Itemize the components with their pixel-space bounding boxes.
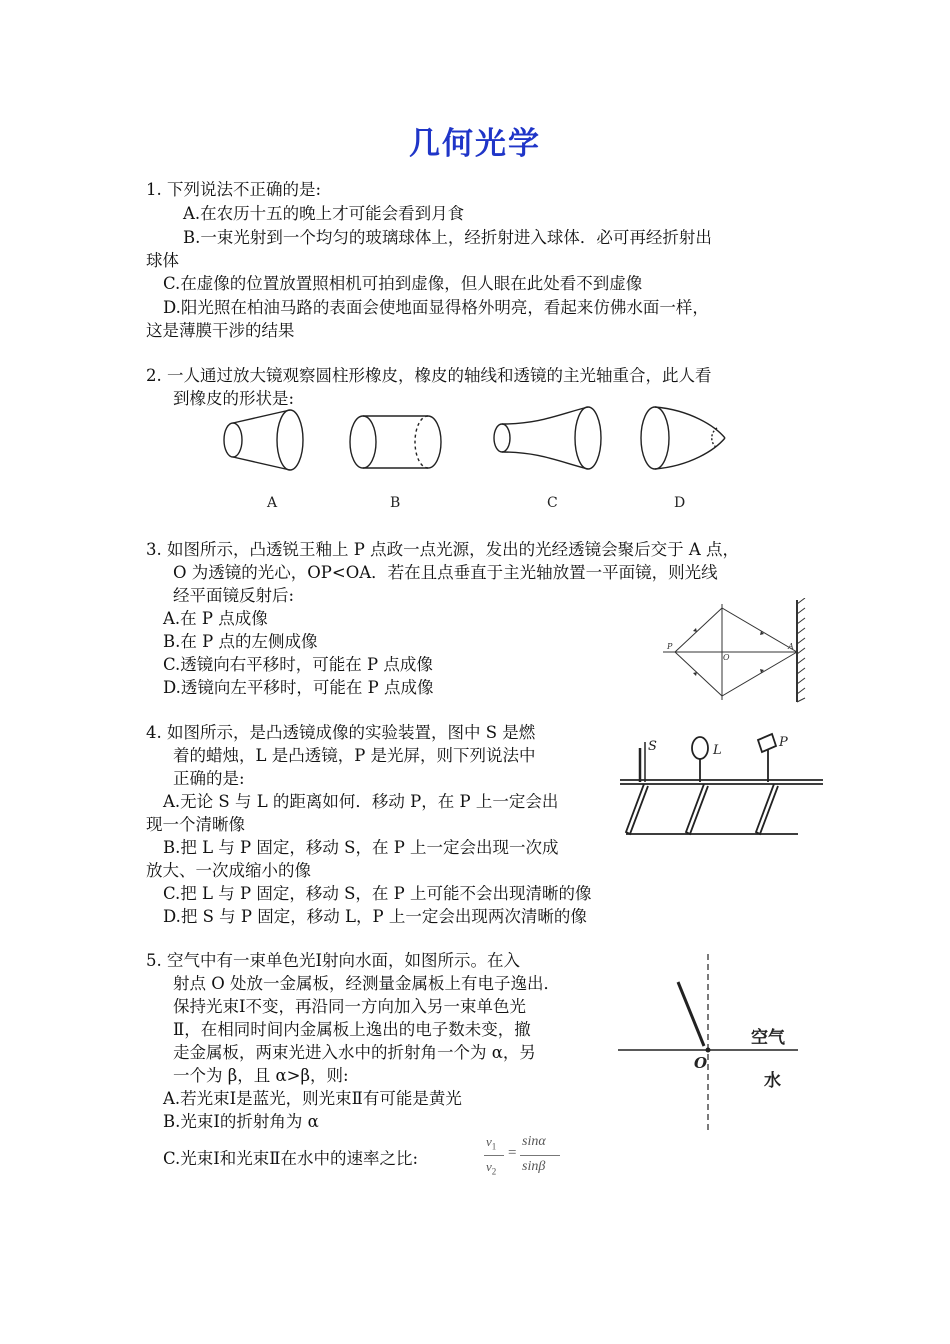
q5-formula-rhs-bar [520, 1155, 560, 1156]
q1-option-d-line1: D.阳光照在柏油马路的表面会使地面显得格外明亮，看起来仿佛水面一样， [163, 298, 709, 317]
q4-option-a-line2: 现一个清晰像 [146, 815, 245, 834]
q5-formula-v1-sub: 1 [491, 1141, 497, 1152]
q5-incidence-point [706, 1048, 711, 1053]
q5-formula-v1-symbol: v [486, 1134, 492, 1149]
q5-stem-line4: Ⅱ，在相同时间内金属板上逸出的电子数未变，撤 [173, 1020, 531, 1039]
q4-option-c: C.把 L 与 P 固定，移动 S，在 P 上可能不会出现清晰的像 [163, 884, 592, 903]
q1-stem: 1. 下列说法不正确的是: [146, 180, 322, 199]
q5-option-c: C.光束Ⅰ和光束Ⅱ在水中的速率之比: [163, 1149, 419, 1168]
q2-label-c: C [547, 495, 558, 511]
q5-stem-line3: 保持光束Ⅰ不变，再沿同一方向加入另一束单色光 [173, 997, 527, 1016]
q3-stem-line1: 3. 如图所示，凸透锐王釉上 P 点政一点光源，发出的光经透镜会聚后交于 A 点， [146, 540, 739, 559]
q5-option-b: B.光束Ⅰ的折射角为 α [163, 1112, 319, 1131]
q1-option-b-line1: B.一束光射到一个均匀的玻璃球体上，经折射进入球体．必可再经折射出 [183, 228, 712, 247]
q2-label-d: D [674, 495, 686, 511]
q3-option-b: B.在 P 点的左侧成像 [163, 632, 318, 651]
q4-fig-label-s: S [648, 739, 657, 754]
q5-formula-equals: = [508, 1145, 517, 1161]
q5-formula-v2-symbol: v [486, 1159, 492, 1174]
q5-formula-sin-beta: sinβ [522, 1159, 546, 1174]
q2-label-b: B [390, 495, 401, 511]
q4-fig-label-l: L [713, 743, 722, 758]
q3-stem-line2: O 为透镜的光心，OP<OA．若在且点垂直于主光轴放置一平面镜，则光线 [173, 563, 718, 582]
q3-option-a: A.在 P 点成像 [163, 609, 268, 628]
q2-shape-b [350, 416, 441, 468]
q5-formula-sin-alpha: sinα [522, 1134, 546, 1149]
q1-option-d-line2: 这是薄膜干涉的结果 [146, 321, 295, 340]
q4-option-b-line2: 放大、一次成缩小的像 [146, 861, 311, 880]
q2-shape-a [224, 410, 303, 470]
q5-formula-lhs-bar [484, 1155, 504, 1156]
page-title: 几何光学 [409, 126, 541, 162]
q4-stem-line2: 着的蜡烛，L 是凸透镜，P 是光屏，则下列说法中 [173, 746, 536, 765]
q4-option-d: D.把 S 与 P 固定，移动 L，P 上一定会出现两次清晰的像 [163, 907, 587, 926]
q3-fig-label-a: A [788, 642, 794, 651]
q1-option-b-line2: 球体 [146, 251, 179, 270]
q1-option-c: C.在虚像的位置放置照相机可拍到虚像，但人眼在此处看不到虚像 [163, 274, 643, 293]
q5-stem-line6: 一个为 β，且 α>β，则: [173, 1066, 349, 1085]
q2-eraser-shapes-figure [210, 400, 750, 520]
q2-stem-line1: 2. 一人通过放大镜观察圆柱形橡皮，橡皮的轴线和透镜的主光轴重合，此人看 [146, 366, 712, 385]
q3-option-c: C.透镜向右平移时，可能在 P 点成像 [163, 655, 433, 674]
q1-option-a: A.在农历十五的晚上才可能会看到月食 [183, 204, 465, 223]
q5-refraction-figure [612, 950, 802, 1135]
q4-option-b-line1: B.把 L 与 P 固定，移动 S，在 P 上一定会出现一次成 [163, 838, 559, 857]
q5-stem-line5: 走金属板，两束光进入水中的折射角一个为 α，另 [173, 1043, 536, 1062]
q5-stem-line1: 5. 空气中有一束单色光Ⅰ射向水面，如图所示。在入 [146, 951, 521, 970]
q2-shape-c [494, 407, 601, 469]
q2-shape-d [641, 407, 725, 469]
q2-stem-line2: 到橡皮的形状是: [173, 389, 295, 408]
q4-option-a-line1: A.无论 S 与 L 的距离如何．移动 P，在 P 上一定会出 [163, 792, 559, 811]
q3-option-d: D.透镜向左平移时，可能在 P 点成像 [163, 678, 434, 697]
q5-fig-label-o: O [694, 1054, 708, 1072]
q4-optical-bench-figure [618, 728, 833, 846]
q5-formula-v1 [486, 1134, 496, 1152]
q5-fig-label-water: 水 [764, 1071, 781, 1091]
q3-fig-label-p: P [667, 642, 673, 651]
q5-fig-label-air: 空气 [751, 1028, 785, 1048]
q4-fig-label-p: P [779, 735, 788, 750]
q4-stem-line1: 4. 如图所示，是凸透镜成像的实验装置，图中 S 是燃 [146, 723, 536, 742]
q3-fig-label-o: O [723, 653, 730, 662]
q4-stem-line3: 正确的是: [173, 769, 245, 788]
q3-stem-line3: 经平面镜反射后: [173, 586, 295, 605]
q5-option-a: A.若光束Ⅰ是蓝光，则光束Ⅱ有可能是黄光 [163, 1089, 462, 1108]
q5-formula-v2 [486, 1159, 496, 1177]
q2-label-a: A [267, 495, 278, 511]
q5-formula-v2-sub: 2 [491, 1166, 497, 1177]
q3-lens-mirror-figure [645, 598, 815, 706]
q5-stem-line2: 射点 O 处放一金属板，经测量金属板上有电子逸出． [173, 974, 561, 993]
